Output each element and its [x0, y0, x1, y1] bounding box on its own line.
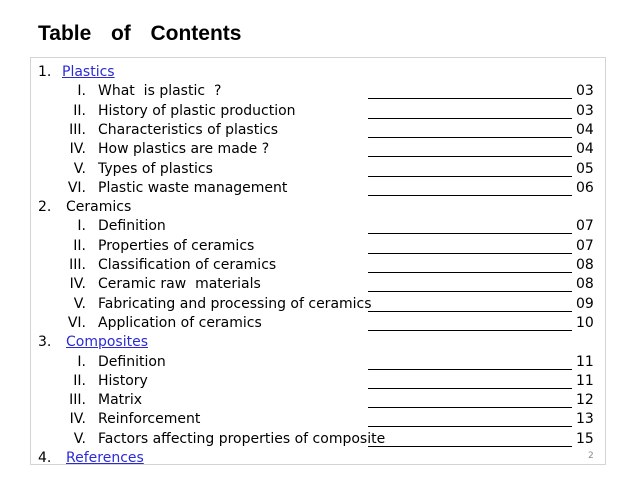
item-roman-numeral: III.	[69, 121, 86, 138]
item-label: What is plastic ?	[98, 83, 222, 100]
item-roman-numeral: V.	[73, 430, 86, 447]
item-roman-numeral: IV.	[69, 276, 86, 293]
slide-number: 2	[588, 451, 594, 461]
leader-line	[368, 156, 572, 157]
page-number: 10	[576, 314, 594, 331]
item-label: Ceramic raw materials	[98, 276, 261, 293]
section-link[interactable]: Plastics	[62, 64, 115, 80]
item-roman-numeral: I.	[77, 218, 86, 235]
leader-line	[368, 195, 572, 196]
page-number: 03	[576, 83, 594, 100]
leader-line	[368, 291, 572, 292]
item-label: Matrix	[98, 392, 143, 409]
leader-line	[368, 446, 572, 447]
item-label: Characteristics of plastics	[98, 121, 279, 138]
item-label: Definition	[98, 218, 166, 235]
page-number: 11	[576, 372, 594, 389]
item-roman-numeral: IV.	[69, 411, 86, 428]
leader-line	[368, 118, 572, 119]
item-label: Factors affecting properties of composite	[98, 430, 386, 447]
page-title: Table of Contents	[38, 22, 242, 45]
leader-line	[368, 137, 572, 138]
leader-line	[368, 311, 572, 312]
item-label: Reinforcement	[98, 411, 201, 428]
section-number: 3.	[38, 334, 52, 351]
item-label: History of plastic production	[98, 102, 296, 119]
section-link[interactable]: Composites	[66, 334, 149, 351]
page-number: 11	[576, 353, 594, 370]
item-roman-numeral: II.	[73, 237, 86, 254]
page-number: 12	[576, 392, 594, 409]
item-roman-numeral: III.	[69, 257, 86, 273]
item-roman-numeral: V.	[73, 295, 86, 312]
section-label: Ceramics	[66, 199, 132, 216]
page-number: 07	[576, 218, 594, 235]
item-roman-numeral: VI.	[67, 179, 86, 196]
leader-line	[368, 98, 572, 99]
page-number: 05	[576, 160, 594, 177]
item-roman-numeral: V.	[73, 160, 86, 177]
page-number: 09	[576, 295, 594, 312]
leader-line	[368, 330, 572, 331]
leader-line	[368, 176, 572, 177]
item-roman-numeral: II.	[73, 372, 86, 389]
item-roman-numeral: III.	[69, 392, 86, 409]
leader-line	[368, 426, 572, 427]
item-roman-numeral: IV.	[69, 141, 86, 158]
leader-line	[368, 272, 572, 273]
item-label: Properties of ceramics	[98, 237, 255, 254]
item-label: History	[98, 372, 148, 389]
section-link[interactable]: References	[66, 450, 144, 466]
item-roman-numeral: I.	[77, 353, 86, 370]
section-number: 4.	[38, 450, 52, 466]
item-label: Types of plastics	[98, 160, 213, 177]
page-number: 06	[576, 179, 594, 196]
item-roman-numeral: VI.	[67, 314, 86, 331]
item-label: Classification of ceramics	[98, 257, 277, 273]
item-label: Fabricating and processing of ceramics	[98, 295, 372, 312]
page-number: 04	[576, 121, 594, 138]
leader-line	[368, 388, 572, 389]
section-number: 1.	[38, 64, 52, 80]
page-number: 08	[576, 276, 594, 293]
leader-line	[368, 253, 572, 254]
item-label: Definition	[98, 353, 166, 370]
page-number: 04	[576, 141, 594, 158]
page-number: 13	[576, 411, 594, 428]
item-label: Plastic waste management	[98, 179, 288, 196]
page-number: 15	[576, 430, 594, 447]
page-number: 03	[576, 102, 594, 119]
section-number: 2.	[38, 199, 52, 216]
page-number: 08	[576, 257, 594, 273]
leader-line	[368, 233, 572, 234]
leader-line	[368, 407, 572, 408]
item-label: Application of ceramics	[98, 314, 262, 331]
page-number: 07	[576, 237, 594, 254]
leader-line	[368, 369, 572, 370]
item-label: How plastics are made ?	[98, 141, 270, 158]
item-roman-numeral: II.	[73, 102, 86, 119]
item-roman-numeral: I.	[77, 83, 86, 100]
